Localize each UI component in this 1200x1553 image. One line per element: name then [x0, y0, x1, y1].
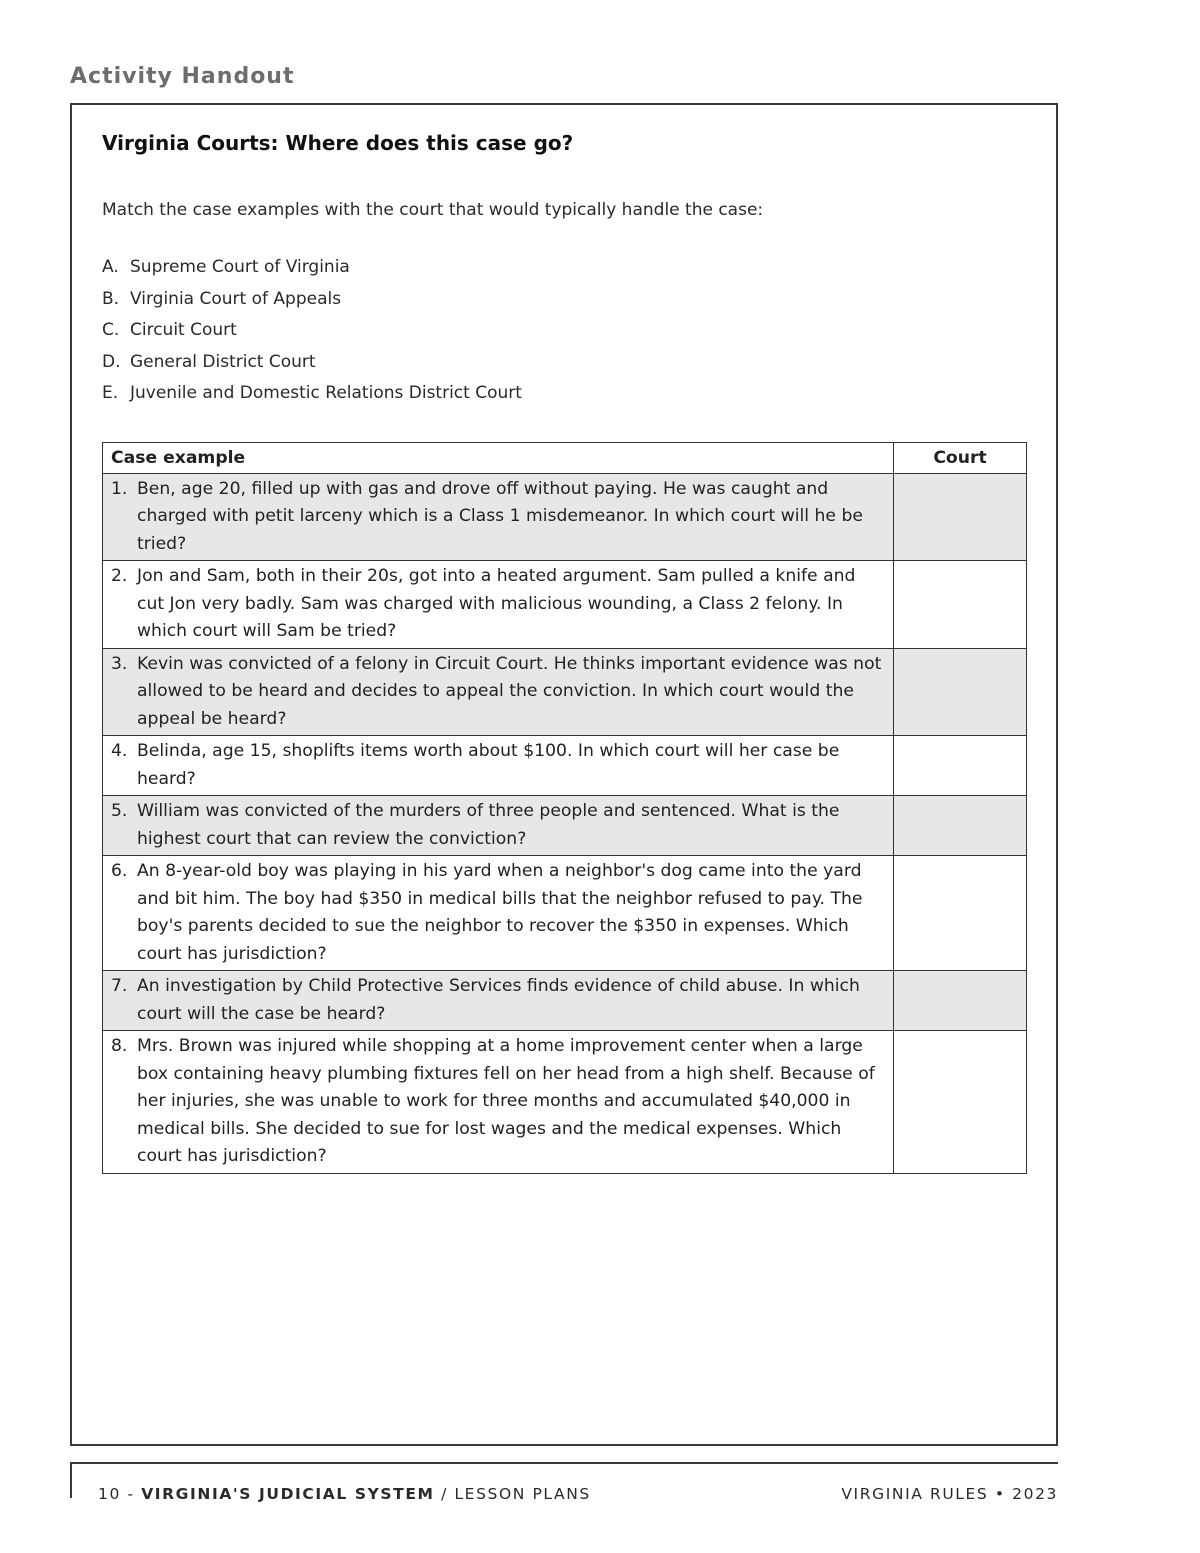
case-text: Ben, age 20, filled up with gas and drove off without paying. He was caught and charged with petit larceny which is a Class 1 misdemeanor. In which court will he be tried? [137, 478, 863, 554]
court-answer-cell[interactable] [894, 971, 1027, 1031]
table-row [103, 648, 1027, 736]
instructions-text: Match the case examples with the court that would typically handle the case: [102, 200, 764, 220]
footer-rule-vertical [70, 1462, 72, 1498]
handout-title: Virginia Courts: Where does this case go? [102, 131, 574, 155]
case-examples-table [102, 442, 1027, 1174]
court-option-name: Juvenile and Domestic Relations District Court [130, 383, 522, 404]
court-option-a [102, 252, 522, 284]
table-row [103, 1031, 1027, 1174]
footer-page-info [98, 1485, 591, 1503]
case-example-cell [103, 561, 894, 649]
court-option-d [102, 347, 522, 379]
case-example-cell [103, 736, 894, 796]
court-answer-cell[interactable] [894, 796, 1027, 856]
court-answer-cell[interactable] [894, 648, 1027, 736]
court-option-letter: A. [102, 257, 119, 277]
case-number: 6. [111, 861, 128, 881]
court-answer-cell[interactable] [894, 736, 1027, 796]
court-answer-cell[interactable] [894, 561, 1027, 649]
case-number: 7. [111, 976, 128, 996]
table-header-row [103, 443, 1027, 474]
court-option-name: Circuit Court [130, 320, 237, 341]
handout-frame [70, 103, 1058, 1446]
case-example-cell [103, 796, 894, 856]
table-row [103, 561, 1027, 649]
page-number: 10 - [98, 1485, 135, 1503]
case-example-cell [103, 856, 894, 971]
court-option-letter: C. [102, 320, 120, 341]
series-title: VIRGINIA'S JUDICIAL SYSTEM [141, 1485, 435, 1503]
case-example-header: Case example [103, 443, 894, 474]
case-number: 1. [111, 478, 128, 499]
case-text: Jon and Sam, both in their 20s, got into a heated argument. Sam pulled a knife and cut Jon very badly. Sam was charged with malicious wounding, a Class 2 felony. In which court will Sam be tried? [137, 566, 856, 641]
court-answer-cell[interactable] [894, 1031, 1027, 1174]
court-option-name: Supreme Court of Virginia [130, 257, 350, 277]
case-text: An 8-year-old boy was playing in his yard when a neighbor's dog came into the yard and bit him. The boy had $350 in medical bills that the neighbor refused to pay. The boy's parents decided to sue the neighbor to recover the $350 in expenses. Which court has jurisdiction? [137, 861, 863, 964]
case-text: William was convicted of the murders of three people and sentenced. What is the highest court that can review the conviction? [137, 801, 840, 849]
case-example-cell [103, 473, 894, 561]
table-row [103, 796, 1027, 856]
case-number: 3. [111, 653, 128, 674]
case-text: An investigation by Child Protective Services finds evidence of child abuse. In which court will the case be heard? [137, 976, 860, 1024]
case-number: 8. [111, 1036, 128, 1056]
case-number: 5. [111, 801, 128, 821]
court-option-letter: B. [102, 288, 120, 309]
table-row [103, 856, 1027, 971]
court-option-b [102, 284, 522, 316]
case-example-cell [103, 648, 894, 736]
court-option-letter: D. [102, 351, 121, 372]
court-header: Court [894, 443, 1027, 474]
activity-handout-label: Activity Handout [70, 64, 295, 89]
case-text: Mrs. Brown was injured while shopping at a home improvement center when a large box containing heavy plumbing fixtures fell on her head from a high shelf. Because of her injuries, she was unable to work for three months and accumulated $40,000 in medical bills. She decided to sue for lost wages and the medical expenses. Which court has jurisdiction? [137, 1036, 875, 1166]
table-row [103, 473, 1027, 561]
court-option-e [102, 378, 522, 410]
case-text: Kevin was convicted of a felony in Circuit Court. He thinks important evidence was not allowed to be heard and decides to appeal the conviction. In which court would the appeal be heard? [137, 653, 882, 729]
table-row [103, 971, 1027, 1031]
court-options-list [102, 252, 522, 410]
case-number: 2. [111, 566, 128, 586]
table-row [103, 736, 1027, 796]
court-option-letter: E. [102, 383, 119, 404]
case-example-cell [103, 971, 894, 1031]
court-option-name: Virginia Court of Appeals [130, 288, 342, 309]
court-option-name: General District Court [130, 351, 316, 372]
court-answer-cell[interactable] [894, 856, 1027, 971]
court-option-c [102, 315, 522, 347]
case-example-cell [103, 1031, 894, 1174]
case-text: Belinda, age 15, shoplifts items worth about $100. In which court will her case be heard? [137, 741, 840, 789]
footer-brand: VIRGINIA RULES • 2023 [841, 1485, 1058, 1503]
footer-rule [70, 1462, 1058, 1464]
section-label: / LESSON PLANS [441, 1485, 591, 1503]
court-answer-cell[interactable] [894, 473, 1027, 561]
case-number: 4. [111, 741, 128, 761]
